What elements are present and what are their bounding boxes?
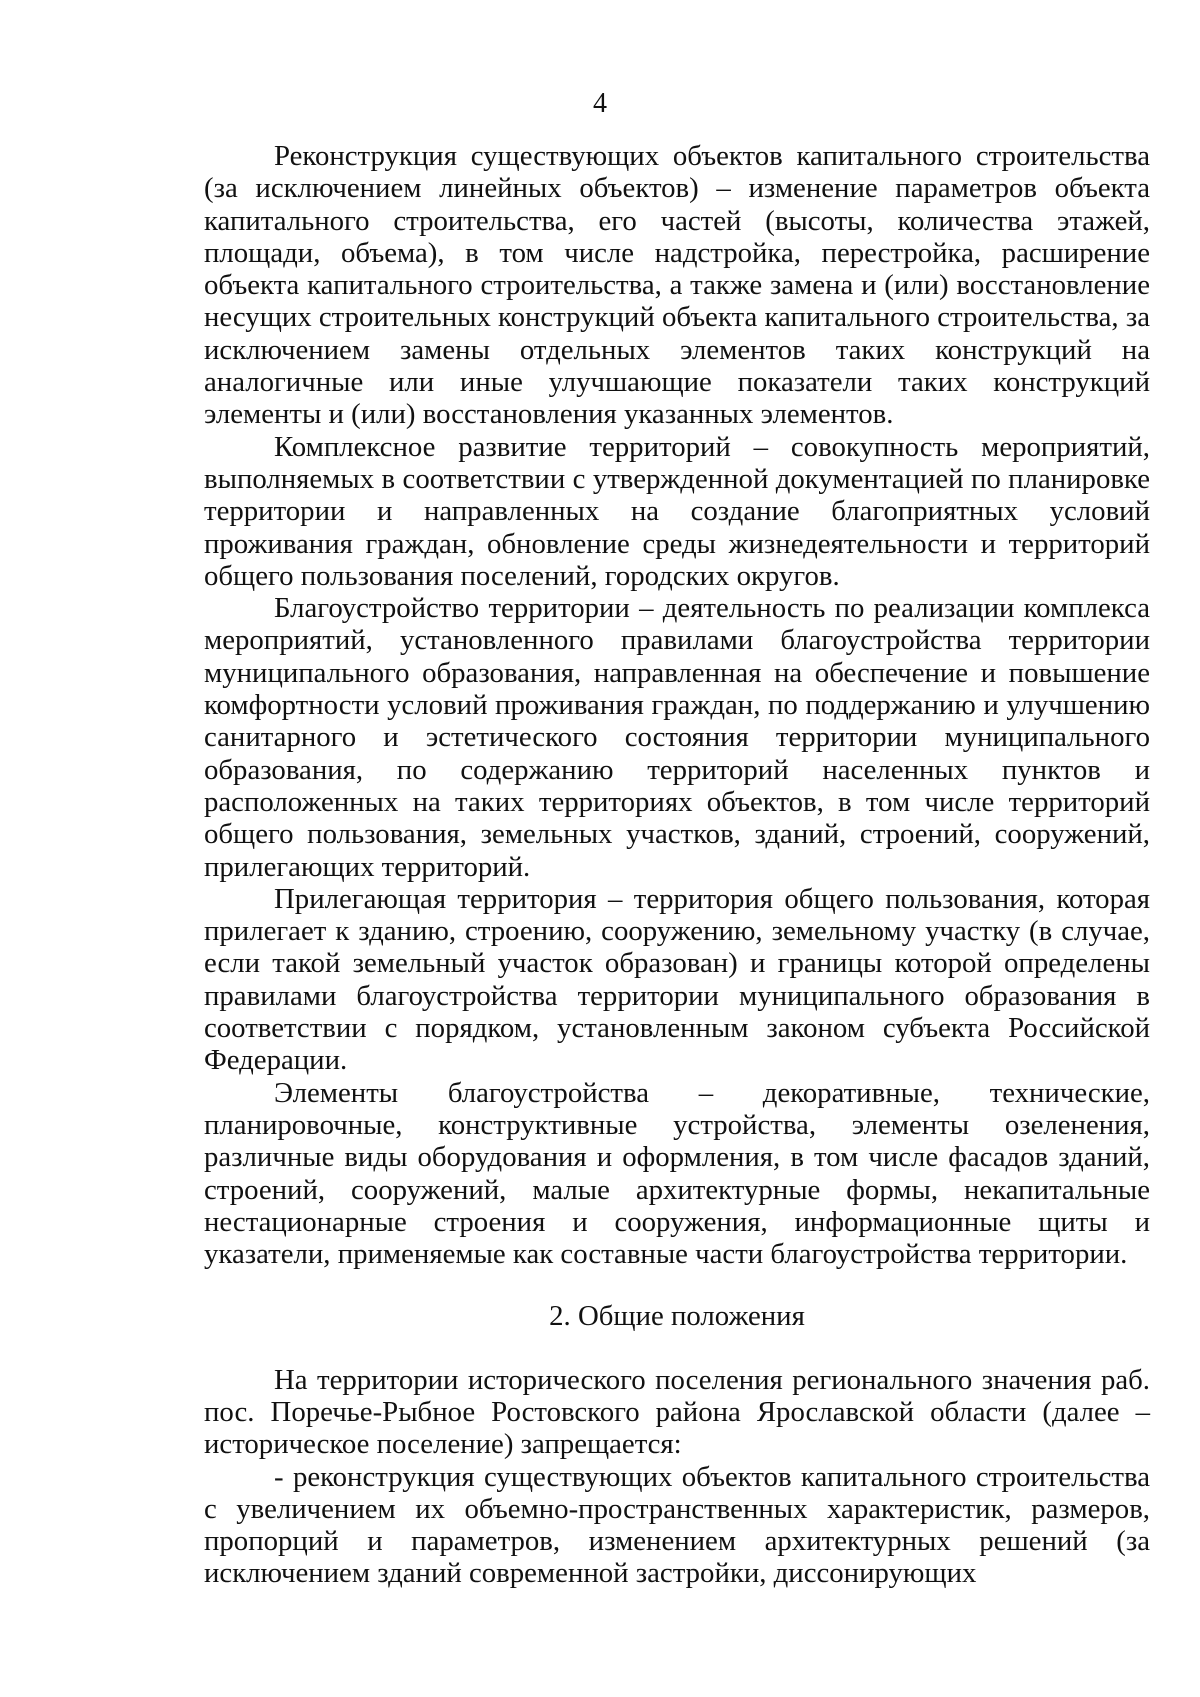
list-item-reconstruction-prohibition: - реконструкция существующих объектов капитального строительства с увеличением их объемно-пространственных характеристик, размеров, пропорций и параметров, изменением архитектурных решений (за исключением зданий современной застройки, диссонирующих <box>204 1460 1150 1590</box>
paragraph-adjacent-territory-definition: Прилегающая территория – территория общего пользования, которая прилегает к зданию, строению, сооружению, земельному участку (в случае, если такой земельный участок образован) и границы которой определены правилами благоустройства территории муниципального образования в соответствии с порядком, установленным законом субъекта Российской Федерации. <box>204 882 1150 1077</box>
paragraph-prohibitions-intro: На территории исторического поселения регионального значения раб. пос. Поречье-Рыбное Ростовского района Ярославской области (далее – историческое поселение) запрещается: <box>204 1363 1150 1461</box>
paragraph-complex-development-definition: Комплексное развитие территорий – совокупность мероприятий, выполняемых в соответствии с утвержденной документацией по планировке территории и направленных на создание благоприятных условий проживания граждан, обновление среды жизнедеятельности и территорий общего пользования поселений, городских округов. <box>204 430 1150 592</box>
paragraph-landscaping-definition: Благоустройство территории – деятельность по реализации комплекса мероприятий, установленного правилами благоустройства территории муниципального образования, направленная на обеспечение и повышение комфортности условий проживания граждан, по поддержанию и улучшению санитарного и эстетического состояния территории муниципального образования, по содержанию территорий населенных пунктов и расположенных на таких территориях объектов, в том числе территорий общего пользования, земельных участков, зданий, строений, сооружений, прилегающих территорий. <box>204 592 1150 883</box>
document-body <box>204 140 1150 1590</box>
page-number: 4 <box>593 88 607 119</box>
section-heading: 2. Общие положения <box>549 1300 805 1333</box>
paragraph-landscaping-elements-definition: Элементы благоустройства – декоративные, технические, планировочные, конструктивные устройства, элементы озеленения, различные виды оборудования и оформления, в том числе фасадов зданий, строений, сооружений, малые архитектурные формы, некапитальные нестационарные строения и сооружения, информационные щиты и указатели, применяемые как составные части благоустройства территории. <box>204 1076 1150 1271</box>
paragraph-reconstruction-definition: Реконструкция существующих объектов капитального строительства (за исключением линейных объектов) – изменение параметров объекта капитального строительства, его частей (высоты, количества этажей, площади, объема), в том числе надстройка, перестройка, расширение объекта капитального строительства, а также замена и (или) восстановление несущих строительных конструкций объекта капитального строительства, за исключением замены отдельных элементов таких конструкций на аналогичные или иные улучшающие показатели таких конструкций элементы и (или) восстановления указанных элементов. <box>204 140 1150 431</box>
